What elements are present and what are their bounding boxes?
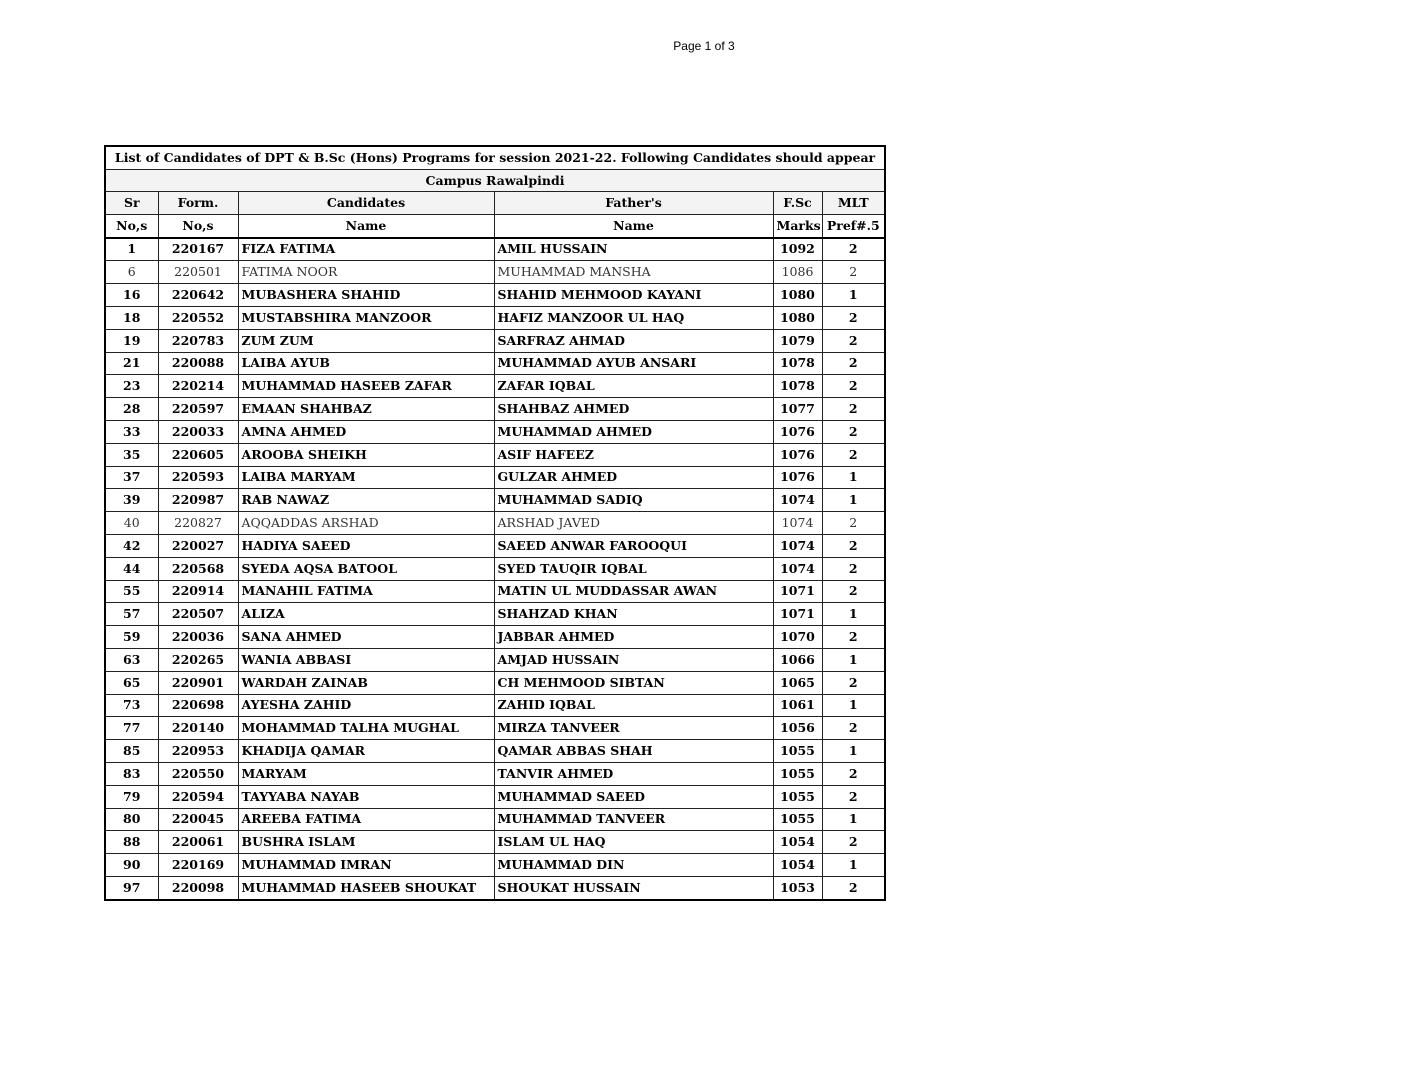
cell-marks: 1056 bbox=[773, 717, 822, 740]
cell-candidate-name: AMNA AHMED bbox=[238, 420, 494, 443]
cell-pref: 2 bbox=[822, 512, 885, 535]
table-row bbox=[105, 534, 885, 557]
cell-form: 220605 bbox=[158, 443, 238, 466]
cell-sr: 55 bbox=[105, 580, 158, 603]
cell-father-name: MUHAMMAD DIN bbox=[494, 854, 773, 877]
cell-marks: 1054 bbox=[773, 854, 822, 877]
cell-father-name: ZAFAR IQBAL bbox=[494, 375, 773, 398]
cell-father-name: SHOUKAT HUSSAIN bbox=[494, 876, 773, 899]
cell-marks: 1074 bbox=[773, 512, 822, 535]
header-candidates: Candidates bbox=[238, 192, 494, 215]
cell-candidate-name: LAIBA MARYAM bbox=[238, 466, 494, 489]
cell-candidate-name: EMAAN SHAHBAZ bbox=[238, 398, 494, 421]
cell-sr: 18 bbox=[105, 306, 158, 329]
table-row bbox=[105, 375, 885, 398]
cell-form: 220214 bbox=[158, 375, 238, 398]
cell-father-name: SARFRAZ AHMAD bbox=[494, 329, 773, 352]
header-sr-no: No,s bbox=[105, 214, 158, 237]
cell-pref: 2 bbox=[822, 398, 885, 421]
table-row bbox=[105, 466, 885, 489]
cell-father-name: ASIF HAFEEZ bbox=[494, 443, 773, 466]
cell-pref: 2 bbox=[822, 626, 885, 649]
cell-form: 220061 bbox=[158, 831, 238, 854]
header-father-name: Name bbox=[494, 214, 773, 237]
table-row bbox=[105, 443, 885, 466]
cell-form: 220045 bbox=[158, 808, 238, 831]
cell-candidate-name: BUSHRA ISLAM bbox=[238, 831, 494, 854]
cell-father-name: SHAHBAZ AHMED bbox=[494, 398, 773, 421]
cell-marks: 1053 bbox=[773, 876, 822, 899]
cell-father-name: TANVIR AHMED bbox=[494, 762, 773, 785]
cell-pref: 1 bbox=[822, 603, 885, 626]
cell-marks: 1078 bbox=[773, 375, 822, 398]
cell-candidate-name: MUHAMMAD IMRAN bbox=[238, 854, 494, 877]
cell-marks: 1076 bbox=[773, 466, 822, 489]
cell-form: 220140 bbox=[158, 717, 238, 740]
header-pref: Pref#.5 bbox=[822, 214, 885, 237]
header-fathers: Father's bbox=[494, 192, 773, 215]
campus-name: Campus Rawalpindi bbox=[105, 170, 885, 192]
cell-marks: 1074 bbox=[773, 534, 822, 557]
cell-father-name: GULZAR AHMED bbox=[494, 466, 773, 489]
header-marks: Marks bbox=[773, 214, 822, 237]
cell-candidate-name: MOHAMMAD TALHA MUGHAL bbox=[238, 717, 494, 740]
cell-form: 220265 bbox=[158, 648, 238, 671]
cell-father-name: ZAHID IQBAL bbox=[494, 694, 773, 717]
cell-candidate-name: RAB NAWAZ bbox=[238, 489, 494, 512]
cell-pref: 2 bbox=[822, 557, 885, 580]
table-row bbox=[105, 740, 885, 763]
cell-form: 220642 bbox=[158, 284, 238, 307]
cell-sr: 90 bbox=[105, 854, 158, 877]
cell-father-name: SHAHID MEHMOOD KAYANI bbox=[494, 284, 773, 307]
header-candidate-name: Name bbox=[238, 214, 494, 237]
cell-sr: 88 bbox=[105, 831, 158, 854]
cell-form: 220953 bbox=[158, 740, 238, 763]
cell-candidate-name: FATIMA NOOR bbox=[238, 261, 494, 284]
cell-father-name: SHAHZAD KHAN bbox=[494, 603, 773, 626]
cell-candidate-name: MUBASHERA SHAHID bbox=[238, 284, 494, 307]
cell-pref: 2 bbox=[822, 717, 885, 740]
cell-sr: 23 bbox=[105, 375, 158, 398]
cell-father-name: SYED TAUQIR IQBAL bbox=[494, 557, 773, 580]
cell-form: 220901 bbox=[158, 671, 238, 694]
cell-form: 220597 bbox=[158, 398, 238, 421]
table-row bbox=[105, 420, 885, 443]
cell-pref: 2 bbox=[822, 876, 885, 899]
cell-marks: 1054 bbox=[773, 831, 822, 854]
cell-father-name: HAFIZ MANZOOR UL HAQ bbox=[494, 306, 773, 329]
cell-form: 220552 bbox=[158, 306, 238, 329]
cell-father-name: ARSHAD JAVED bbox=[494, 512, 773, 535]
cell-marks: 1055 bbox=[773, 762, 822, 785]
cell-candidate-name: AQQADDAS ARSHAD bbox=[238, 512, 494, 535]
cell-pref: 2 bbox=[822, 831, 885, 854]
cell-pref: 1 bbox=[822, 466, 885, 489]
header-fsc: F.Sc bbox=[773, 192, 822, 215]
cell-form: 220167 bbox=[158, 238, 238, 261]
cell-father-name: AMJAD HUSSAIN bbox=[494, 648, 773, 671]
cell-candidate-name: FIZA FATIMA bbox=[238, 238, 494, 261]
cell-pref: 2 bbox=[822, 375, 885, 398]
cell-marks: 1074 bbox=[773, 489, 822, 512]
cell-father-name: MUHAMMAD SAEED bbox=[494, 785, 773, 808]
cell-pref: 2 bbox=[822, 671, 885, 694]
cell-sr: 57 bbox=[105, 603, 158, 626]
cell-sr: 73 bbox=[105, 694, 158, 717]
cell-candidate-name: WARDAH ZAINAB bbox=[238, 671, 494, 694]
table-row bbox=[105, 306, 885, 329]
table-title-row bbox=[105, 146, 885, 170]
cell-candidate-name: KHADIJA QAMAR bbox=[238, 740, 494, 763]
table-row bbox=[105, 648, 885, 671]
table-row bbox=[105, 261, 885, 284]
cell-marks: 1071 bbox=[773, 580, 822, 603]
cell-father-name: MUHAMMAD MANSHA bbox=[494, 261, 773, 284]
cell-sr: 77 bbox=[105, 717, 158, 740]
cell-pref: 2 bbox=[822, 238, 885, 261]
cell-father-name: MUHAMMAD TANVEER bbox=[494, 808, 773, 831]
table-row bbox=[105, 694, 885, 717]
cell-father-name: JABBAR AHMED bbox=[494, 626, 773, 649]
header-sr: Sr bbox=[105, 192, 158, 215]
cell-pref: 1 bbox=[822, 648, 885, 671]
cell-father-name: MUHAMMAD AHMED bbox=[494, 420, 773, 443]
cell-candidate-name: AROOBA SHEIKH bbox=[238, 443, 494, 466]
cell-father-name: MUHAMMAD SADIQ bbox=[494, 489, 773, 512]
table-row bbox=[105, 398, 885, 421]
table-row bbox=[105, 352, 885, 375]
cell-marks: 1070 bbox=[773, 626, 822, 649]
table-row bbox=[105, 603, 885, 626]
cell-pref: 1 bbox=[822, 284, 885, 307]
cell-candidate-name: WANIA ABBASI bbox=[238, 648, 494, 671]
cell-sr: 21 bbox=[105, 352, 158, 375]
cell-form: 220568 bbox=[158, 557, 238, 580]
cell-pref: 1 bbox=[822, 740, 885, 763]
header-form-no: No,s bbox=[158, 214, 238, 237]
table-body bbox=[105, 238, 885, 900]
cell-pref: 2 bbox=[822, 352, 885, 375]
cell-candidate-name: SANA AHMED bbox=[238, 626, 494, 649]
cell-sr: 19 bbox=[105, 329, 158, 352]
header-row-bottom bbox=[105, 214, 885, 237]
cell-sr: 85 bbox=[105, 740, 158, 763]
cell-candidate-name: ALIZA bbox=[238, 603, 494, 626]
campus-row bbox=[105, 170, 885, 192]
table-row bbox=[105, 284, 885, 307]
cell-candidate-name: ZUM ZUM bbox=[238, 329, 494, 352]
cell-candidate-name: AREEBA FATIMA bbox=[238, 808, 494, 831]
cell-form: 220783 bbox=[158, 329, 238, 352]
cell-marks: 1071 bbox=[773, 603, 822, 626]
cell-pref: 1 bbox=[822, 854, 885, 877]
cell-candidate-name: AYESHA ZAHID bbox=[238, 694, 494, 717]
cell-marks: 1074 bbox=[773, 557, 822, 580]
cell-candidate-name: LAIBA AYUB bbox=[238, 352, 494, 375]
cell-form: 220827 bbox=[158, 512, 238, 535]
cell-form: 220550 bbox=[158, 762, 238, 785]
cell-sr: 28 bbox=[105, 398, 158, 421]
cell-form: 220169 bbox=[158, 854, 238, 877]
cell-marks: 1066 bbox=[773, 648, 822, 671]
cell-sr: 16 bbox=[105, 284, 158, 307]
header-form: Form. bbox=[158, 192, 238, 215]
cell-form: 220987 bbox=[158, 489, 238, 512]
table-row bbox=[105, 854, 885, 877]
cell-sr: 80 bbox=[105, 808, 158, 831]
cell-pref: 2 bbox=[822, 329, 885, 352]
cell-form: 220593 bbox=[158, 466, 238, 489]
table-row bbox=[105, 238, 885, 261]
table-row bbox=[105, 785, 885, 808]
cell-father-name: SAEED ANWAR FAROOQUI bbox=[494, 534, 773, 557]
cell-marks: 1078 bbox=[773, 352, 822, 375]
cell-sr: 39 bbox=[105, 489, 158, 512]
cell-pref: 1 bbox=[822, 489, 885, 512]
cell-sr: 79 bbox=[105, 785, 158, 808]
cell-sr: 97 bbox=[105, 876, 158, 899]
cell-candidate-name: SYEDA AQSA BATOOL bbox=[238, 557, 494, 580]
cell-sr: 65 bbox=[105, 671, 158, 694]
cell-candidate-name: HADIYA SAEED bbox=[238, 534, 494, 557]
cell-form: 220507 bbox=[158, 603, 238, 626]
cell-sr: 59 bbox=[105, 626, 158, 649]
cell-candidate-name: MUSTABSHIRA MANZOOR bbox=[238, 306, 494, 329]
table-row bbox=[105, 831, 885, 854]
cell-candidate-name: MUHAMMAD HASEEB ZAFAR bbox=[238, 375, 494, 398]
cell-pref: 2 bbox=[822, 420, 885, 443]
cell-candidate-name: MARYAM bbox=[238, 762, 494, 785]
table-row bbox=[105, 717, 885, 740]
cell-father-name: ISLAM UL HAQ bbox=[494, 831, 773, 854]
cell-sr: 33 bbox=[105, 420, 158, 443]
cell-pref: 1 bbox=[822, 808, 885, 831]
cell-form: 220098 bbox=[158, 876, 238, 899]
header-row-top bbox=[105, 192, 885, 215]
cell-pref: 2 bbox=[822, 443, 885, 466]
cell-father-name: AMIL HUSSAIN bbox=[494, 238, 773, 261]
cell-marks: 1055 bbox=[773, 808, 822, 831]
cell-form: 220698 bbox=[158, 694, 238, 717]
cell-form: 220036 bbox=[158, 626, 238, 649]
cell-marks: 1077 bbox=[773, 398, 822, 421]
cell-sr: 6 bbox=[105, 261, 158, 284]
cell-candidate-name: MANAHIL FATIMA bbox=[238, 580, 494, 603]
cell-father-name: CH MEHMOOD SIBTAN bbox=[494, 671, 773, 694]
cell-father-name: MUHAMMAD AYUB ANSARI bbox=[494, 352, 773, 375]
table-row bbox=[105, 876, 885, 899]
cell-pref: 2 bbox=[822, 261, 885, 284]
cell-sr: 1 bbox=[105, 238, 158, 261]
cell-sr: 35 bbox=[105, 443, 158, 466]
cell-candidate-name: TAYYABA NAYAB bbox=[238, 785, 494, 808]
cell-form: 220027 bbox=[158, 534, 238, 557]
table-row bbox=[105, 626, 885, 649]
cell-father-name: MIRZA TANVEER bbox=[494, 717, 773, 740]
cell-marks: 1076 bbox=[773, 420, 822, 443]
cell-form: 220594 bbox=[158, 785, 238, 808]
cell-candidate-name: MUHAMMAD HASEEB SHOUKAT bbox=[238, 876, 494, 899]
cell-marks: 1079 bbox=[773, 329, 822, 352]
cell-marks: 1080 bbox=[773, 306, 822, 329]
cell-marks: 1076 bbox=[773, 443, 822, 466]
cell-pref: 2 bbox=[822, 306, 885, 329]
cell-sr: 42 bbox=[105, 534, 158, 557]
table-title: List of Candidates of DPT & B.Sc (Hons) Programs for session 2021-22. Following Candidates should appear bbox=[105, 146, 885, 170]
header-mlt: MLT bbox=[822, 192, 885, 215]
table-row bbox=[105, 557, 885, 580]
cell-form: 220501 bbox=[158, 261, 238, 284]
cell-sr: 63 bbox=[105, 648, 158, 671]
cell-marks: 1055 bbox=[773, 785, 822, 808]
cell-father-name: MATIN UL MUDDASSAR AWAN bbox=[494, 580, 773, 603]
cell-pref: 2 bbox=[822, 762, 885, 785]
page-number: Page 1 of 3 bbox=[673, 39, 735, 53]
cell-pref: 1 bbox=[822, 694, 885, 717]
cell-marks: 1061 bbox=[773, 694, 822, 717]
table-row bbox=[105, 512, 885, 535]
cell-pref: 2 bbox=[822, 580, 885, 603]
cell-marks: 1092 bbox=[773, 238, 822, 261]
cell-form: 220914 bbox=[158, 580, 238, 603]
table-row bbox=[105, 489, 885, 512]
cell-marks: 1055 bbox=[773, 740, 822, 763]
table-row bbox=[105, 808, 885, 831]
cell-marks: 1086 bbox=[773, 261, 822, 284]
cell-sr: 40 bbox=[105, 512, 158, 535]
cell-marks: 1065 bbox=[773, 671, 822, 694]
table-row bbox=[105, 580, 885, 603]
cell-marks: 1080 bbox=[773, 284, 822, 307]
cell-pref: 2 bbox=[822, 785, 885, 808]
cell-form: 220088 bbox=[158, 352, 238, 375]
cell-pref: 2 bbox=[822, 534, 885, 557]
table-row bbox=[105, 329, 885, 352]
cell-sr: 83 bbox=[105, 762, 158, 785]
cell-sr: 37 bbox=[105, 466, 158, 489]
table-row bbox=[105, 762, 885, 785]
cell-father-name: QAMAR ABBAS SHAH bbox=[494, 740, 773, 763]
cell-form: 220033 bbox=[158, 420, 238, 443]
cell-sr: 44 bbox=[105, 557, 158, 580]
table-row bbox=[105, 671, 885, 694]
candidates-table bbox=[104, 145, 886, 901]
